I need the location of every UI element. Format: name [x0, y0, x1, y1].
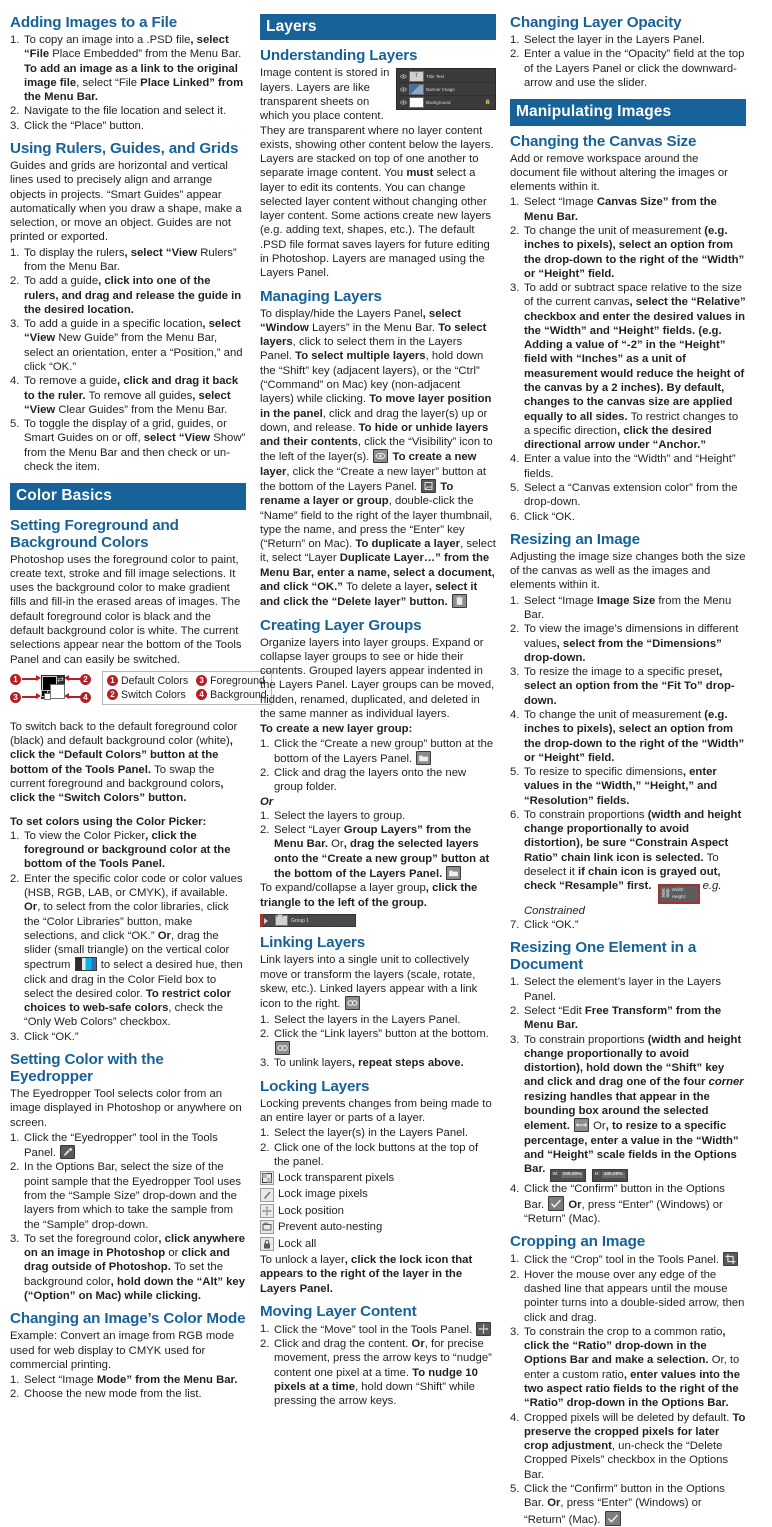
step-text: Cropped pixels will be deleted by default. To preserve the cropped pixels for later crop adjustment, un-check the “Delete Cropped Pixels” checkbox in the Options Bar.	[524, 1411, 746, 1481]
lock-option-label: Lock all	[278, 1237, 317, 1250]
groups-expand-text: To expand/collapse a layer group, click the triangle to the left of the group. Group 1	[260, 881, 496, 927]
emphasis: , enter values into the two aspect ratio fields to the right of the “Ratio” drop-down in the Options Bar.	[524, 1368, 740, 1410]
emphasis: To hide or unhide layers and their contents	[260, 421, 489, 449]
list-item: 1. Select the layers in the Layers Panel.	[260, 1013, 461, 1026]
heading-linking-layers: Linking Layers	[260, 934, 366, 952]
list-create-group-b	[260, 809, 496, 881]
emphasis: , click the “Ratio” drop-down in the Options Bar and make a selection.	[524, 1325, 726, 1367]
emphasis: , click the triangle to the left of the group.	[260, 882, 478, 909]
step-text: Select “Image Canvas Size” from the Menu Bar.	[524, 196, 717, 223]
emphasis: , hold down the “Alt” key (“Option” on Mac) while clicking.	[24, 1275, 245, 1302]
emphasis: , click the “Default Colors” button at the bottom of the Tools Panel.	[10, 735, 233, 776]
color-spectrum-slider-icon	[75, 957, 97, 971]
list-item: 7. Click “OK.”	[510, 919, 579, 932]
list-moving	[260, 1322, 496, 1409]
create-new-group-folder-icon	[446, 866, 461, 880]
list-item: 3. To constrain proportions (width and height change proportionally to avoid distortion), hold down the “Shift” key and click and drag one of the four corner resizing handles that appear in the bounding box around the selected element. Or, to resize to a specific percentage, enter a value in the “Width” and “Height” scale fields in the Options Bar. W: 100.00% H: 100.00%	[510, 1033, 746, 1182]
heading-layer-opacity: Changing Layer Opacity	[510, 14, 682, 31]
legend-number: 3	[196, 675, 207, 686]
list-item: 1. Click the “Create a new group” button at the bottom of the Layers Panel.	[260, 737, 494, 765]
step-text: Click the “Move” tool in the Tools Panel.	[274, 1324, 492, 1336]
rulers-intro: Guides and grids are horizontal and vertical lines used to precisely align and arrange objects in projects. “Smart Guides” appear automatically when you draw a shape, make a selection, or move an object. Guides are not printed or exported.	[10, 160, 242, 244]
step-text: To resize to specific dimensions, enter values in the “Width,” “Height,” and “Resolution” fields.	[524, 766, 718, 807]
step-text: To set the foreground color, click anywhere on an image in Photoshop or click and drag outside of Photoshop. To set the background color, hold down the “Alt” key (“Option” on Mac) while clicking.	[24, 1232, 246, 1302]
confirm-checkmark-icon	[548, 1196, 564, 1211]
scale-field[interactable]	[550, 1169, 587, 1182]
emphasis: (e.g. inches to pixels), select an option from the drop-down to the right of the “Width” or “Height” field.	[524, 224, 745, 280]
list-item: 3. To resize the image to a specific preset, select an option from the “Fit To” drop-down.	[510, 666, 735, 707]
legend-item	[107, 675, 188, 687]
lock-all-icon[interactable]	[260, 1237, 274, 1251]
step-text: Click “OK.	[524, 510, 575, 523]
unlock-text: To unlock a layer, click the lock icon that appears to the right of the layer in the Layers Panel.	[260, 1253, 473, 1295]
callout-1: 1	[10, 674, 21, 685]
list-item: 2. Click and drag the content. Or, for precise movement, press the arrow keys to “nudge” content one pixel at a time. To nudge 10 pixels at a time, hold down “Shift” while pressing the arrow keys.	[260, 1338, 492, 1408]
list-item: 6. To constrain proportions (width and height change proportionally to avoid distortion), be sure “Constrain Aspect Ratio” chain link icon is selected. To deselect it if chain icon is grayed out, check “Resample” first. ⛓ Width: Height: e.g. Constrained	[510, 808, 742, 917]
step-text: Select “Image Mode” from the Menu Bar.	[24, 1374, 238, 1387]
emphasis: , select “Window	[260, 307, 461, 334]
list-item: 1. Select the layer(s) in the Layers Panel.	[260, 1127, 469, 1140]
list-item: 5. Click the “Confirm” button in the Options Bar. Or, press “Enter” (Windows) or “Return” (Mac).	[510, 1482, 725, 1526]
layers-panel-row	[398, 70, 494, 83]
emphasis: To nudge 10 pixels at a time	[274, 1366, 478, 1393]
resize-handle-icon	[574, 1118, 589, 1132]
constrain-aspect-ratio-figure	[658, 884, 700, 904]
step-text: Select a “Canvas extension color” from the drop-down.	[524, 482, 738, 509]
lock-image-pixels-icon[interactable]	[260, 1188, 274, 1202]
callout-line-3	[22, 696, 37, 698]
lock-option	[260, 1170, 496, 1186]
heading-locking-layers: Locking Layers	[260, 1077, 370, 1095]
list-item: 2. To add a guide, click into one of the rulers, and drag and release the guide in the desired location.	[10, 275, 242, 316]
lock-option	[260, 1219, 496, 1235]
emphasis: Image Size	[593, 594, 656, 607]
list-item: 2. In the Options Bar, select the size of the point sample that the Eyedropper Tool uses from the “Sample Size” drop-down and the layers from which to take the sample from the “Sample” drop-down.	[10, 1161, 242, 1231]
visibility-eye-icon	[400, 86, 407, 93]
emphasis: click and drag outside of Photoshop.	[24, 1247, 230, 1274]
list-item: 2. Click one of the lock buttons at the top of the panel.	[260, 1141, 479, 1168]
list-item: 1. Click the “Eyedropper” tool in the Tools Panel.	[10, 1131, 218, 1160]
step-text: To view the image’s dimensions in different values, select from the “Dimensions” drop-down.	[524, 623, 739, 664]
step-text: To constrain proportions (width and height change proportionally to avoid distortion), hold down the “Shift” key and click and drag one of the four corner resizing handles that appear in the bounding box around the selected element. Or, to resize to a specific percentage, enter a value in the “Width” and “Height” scale fields in the Options Bar. W: 100.00% H: 100.00%	[524, 1034, 744, 1176]
list-item: 2. Select “Edit Free Transform” from the Menu Bar.	[510, 1004, 722, 1032]
list-canvas	[510, 195, 746, 523]
emphasis: Or	[568, 1198, 582, 1211]
emphasis: , click the foreground or background color at the bottom of the Tools Panel.	[24, 829, 231, 871]
groups-label: To create a new layer group:	[260, 723, 413, 736]
list-item: 4. Click the “Confirm” button in the Options Bar. Or, press “Enter” (Windows) or “Return” (Mac).	[510, 1182, 725, 1226]
heading-moving-layer-content: Moving Layer Content	[260, 1302, 417, 1320]
layer-thumbnail	[409, 84, 424, 95]
heading-canvas-size: Changing the Canvas Size	[510, 132, 697, 150]
list-item: 2. Enter the specific color code or color values (HSB, RGB, LAB, or CMYK), if available. Or, to select from the color libraries, click the “Color Libraries” button, make selections, and click “OK.” Or, drag the slider (small triangle) on the vertical color spectrum to select a desired hue, then click and drag in the Color Field box to select the desired color. To restrict color choices to web-safe colors, check the “Only Web Colors” checkbox.	[10, 872, 243, 1029]
step-text: In the Options Bar, select the size of the point sample that the Eyedropper Tool uses from the “Sample Size” drop-down and the layers from which to take the sample from the “Sample” drop-down.	[24, 1161, 242, 1231]
step-text: Select “Layer Group Layers” from the Menu Bar. Or, drag the selected layers onto the “Create a new group” button at the bottom of the Layers Panel.	[274, 824, 490, 881]
move-tool-icon	[476, 1322, 491, 1336]
step-text: Choose the new mode from the list.	[24, 1388, 202, 1401]
create-new-group-folder-icon	[416, 751, 431, 765]
emphasis: , select it and click the “Delete layer” button.	[260, 580, 478, 609]
legend-label: Background	[210, 688, 267, 701]
emphasis: , select “View	[24, 389, 231, 416]
step-text: To constrain proportions (width and height change proportionally to avoid distortion), be sure “Constrain Aspect Ratio” chain link icon is selected. To deselect it if chain icon is grayed out, check “Resample” first.	[524, 808, 742, 893]
lock-transparent-pixels-icon[interactable]	[260, 1171, 274, 1185]
list-item: 3. Click the “Place” button.	[10, 119, 144, 132]
step-text: To resize the image to a specific preset, select an option from the “Fit To” drop-down.	[524, 666, 735, 707]
layer-group-figure	[260, 914, 356, 927]
step-text: Click the “Place” button.	[24, 119, 144, 132]
step-text: To change the unit of measurement (e.g. inches to pixels), select an option from the drop-down to the right of the “Width” or “Height” field.	[524, 224, 745, 280]
emphasis: , click the “Switch Colors” button.	[10, 777, 224, 805]
legend-label: Default Colors	[121, 674, 189, 687]
groups-intro: Organize layers into layer groups. Expand or collapse layer groups to see or hide their contents. Grouped layers appear indented in the Layers Panel. Layer groups can be moved, hidden, renamed, duplicated, and deleted in the same manner as individual layers.	[260, 636, 495, 720]
step-text: To add or subtract space relative to the size of the current canvas, select the “Relative” checkbox and enter the desired values in the “Width” and “Height” fields. (e.g. Adding a value of “-2” in the “Height” field with “Inches” as a unit of measurement would reduce the height of the canvas by a 2 inches). By default, changes to the canvas size are applied equally to all sides. To restrict changes to a specific direction, click the desired directional arrow under “Anchor.”	[524, 282, 746, 452]
emphasis: To create a new layer	[260, 451, 477, 478]
emphasis: resizing handles that appear in the bounding box around the selected element.	[524, 1090, 710, 1133]
list-eyedropper	[10, 1131, 246, 1303]
legend-label: Switch Colors	[121, 688, 186, 701]
managing-layers-body: To display/hide the Layers Panel, select “Window Layers” in the Menu Bar. To select layers, click to select them in the Layers Panel. To select multiple layers, hold down the “Shift” key (adjacent layers), or the “Ctrl” (“Command” on Mac) key (non-adjacent layers) while clicking. To move layer position in the panel, click and drag the layer(s) up or down, and release. To hide or unhide layers and their contents, click the “Visibility” icon to the left of the layer(s). To create a new layer, click the “Create a new layer” button at the bottom of the Layers Panel. To rename a layer or group, double-click the “Name” field to the right of the layer thumbnail, type the name, and press the “Enter” key (“Return” on Mac). To duplicate a layer, select it, select “Layer Duplicate Layer…” from the Menu Bar, enter a name, select a document, and click “OK.” To delete a layer, select it and click the “Delete layer” button.	[260, 307, 496, 609]
list-item: 1. To view the Color Picker, click the foreground or background color at the bottom of the Tools Panel.	[10, 829, 231, 871]
list-item: 2. Click and drag the layers onto the new group folder.	[260, 767, 467, 794]
emphasis: , select an option from the “Fit To” drop-down.	[524, 666, 735, 707]
emphasis: , to resize to a specific percentage, enter a value in the “Width” and “Height” scale fields in the Options Bar. W: 100.00% H: 100.00%	[524, 1120, 739, 1175]
emphasis: To restrict color choices to web-safe colors	[24, 987, 231, 1015]
heading-creating-layer-groups: Creating Layer Groups	[260, 616, 422, 634]
list-opacity	[510, 33, 746, 90]
heading-resizing-image: Resizing an Image	[510, 530, 640, 548]
emphasis: (width and height change proportionally to avoid distortion), be sure “Constrain Aspect Ratio” chain link icon is selected.	[524, 808, 742, 864]
switch-colors-icon: ⇄	[57, 674, 64, 684]
lock-option-label: Prevent auto-nesting	[278, 1221, 383, 1234]
figure-legend	[102, 671, 272, 705]
emphasis: Duplicate Layer…” from the Menu Bar, enter a name, select a document, and click “OK.”	[260, 552, 495, 593]
emphasis: , select the “Relative” checkbox and enter the desired values in the “Width” and “Height” fields. (e.g. Adding a value of “-2” in the “Height” field with “Inches” as a unit of measurement would reduce the height of the canvas by a 2 inches). By default, changes to the canvas size are applied equally to all sides.	[524, 296, 746, 423]
delete-layer-trash-icon	[452, 594, 467, 608]
emphasis: Mode” from the Menu Bar.	[93, 1374, 238, 1387]
layer-visibility-icon	[373, 449, 388, 463]
list-item: 3. To unlink layers, repeat steps above.	[260, 1057, 464, 1070]
legend-number: 2	[107, 689, 118, 700]
heading-managing-layers: Managing Layers	[260, 287, 382, 305]
scale-field[interactable]	[592, 1169, 628, 1182]
emphasis: , click the lock icon that appears to the right of the layer in the Layers Panel.	[260, 1253, 473, 1295]
layer-name: Title Text	[426, 73, 445, 79]
step-text: To toggle the display of a grid, guides, or Smart Guides on or off, select “View Show” from the Menu Bar and then check or un-check the item.	[24, 418, 246, 473]
band-color-basics: Color Basics	[10, 483, 246, 509]
layer-thumbnail	[409, 97, 424, 108]
list-item: 2. Navigate to the file location and select it.	[10, 105, 227, 118]
resizing-intro: Adjusting the image size changes both the size of the canvas as well as the images and elements within it.	[510, 550, 746, 592]
emphasis: , select “View	[24, 318, 241, 345]
color-picker-label: To set colors using the Color Picker:	[10, 815, 207, 828]
linking-intro: Link layers into a single unit to collectively move or transform the layers (scale, rotate, skew, etc.). Linked layers appear with a link icon to the right.	[260, 954, 478, 1011]
step-text: Select “Edit Free Transform” from the Menu Bar.	[524, 1004, 722, 1032]
legend-number: 4	[196, 689, 207, 700]
step-text: To display the rulers, select “View Rulers” from the Menu Bar.	[24, 246, 237, 273]
heading-resizing-one-element: Resizing One Element in a Document	[510, 939, 697, 974]
crop-tool-icon	[723, 1252, 738, 1266]
emphasis: To rename a layer or group	[260, 481, 454, 508]
lock-option-label: Lock transparent pixels	[278, 1172, 395, 1185]
scale-field-value: 100.00%	[562, 1172, 582, 1178]
canvas-intro: Add or remove workspace around the document file without altering the images or elements within it.	[510, 152, 728, 194]
list-item: 4. Enter a value into the “Width” and “Height” fields.	[510, 453, 736, 480]
step-text: Click the “Crop” tool in the Tools Panel.	[524, 1254, 739, 1266]
confirm-checkmark-icon	[605, 1511, 621, 1526]
step-text: Enter the specific color code or color values (HSB, RGB, LAB, or CMYK), if available. Or, to select from the color libraries, click the “Color Libraries” button, make selections, and click “OK.” Or, drag the slider (small triangle) on the vertical color spectrum to select a desired hue, then click and drag in the Color Field box to select the desired color. To restrict color choices to web-safe colors, check the “Only Web Colors” checkbox.	[24, 872, 243, 1029]
layers-panel-figure	[396, 68, 496, 110]
step-text: Hover the mouse over any edge of the dashed line that appears until the mouse pointer turns into a double-sided arrow, then click and drag.	[524, 1268, 745, 1324]
list-item: 3. To constrain the crop to a common ratio, click the “Ratio” drop-down in the Options Bar and make a selection. Or, to enter a custom ratio, enter values into the two aspect ratio fields to the right of the “Ratio” drop-down in the Options Bar.	[510, 1325, 740, 1410]
step-text: Click and drag the layers onto the new group folder.	[274, 767, 467, 794]
emphasis: , select “View	[124, 246, 198, 259]
lock-options-list	[260, 1170, 496, 1252]
list-item: 6. Click “OK.	[510, 510, 575, 523]
step-text: Select the element’s layer in the Layers Panel.	[524, 976, 721, 1003]
link-layers-icon	[275, 1041, 290, 1055]
lock-option	[260, 1186, 496, 1202]
emphasis: Place Linked” from the Menu Bar.	[24, 76, 244, 104]
disclosure-triangle-icon	[264, 918, 272, 924]
step-text: Click the “Link layers” button at the bottom.	[274, 1028, 489, 1055]
callout-3: 3	[10, 692, 21, 703]
emphasis: must	[406, 167, 434, 180]
heading-cropping-image: Cropping an Image	[510, 1233, 645, 1251]
list-item: 2. Click the “Link layers” button at the bottom.	[260, 1027, 496, 1057]
list-item: 1. To copy an image into a .PSD file, select “File Place Embedded” from the Menu Bar. To add an image as a link to the original image file, select “File Place Linked” from the Menu Bar.	[10, 34, 244, 104]
emphasis: , select “File	[24, 34, 229, 61]
list-item: 1. Select “Image Mode” from the Menu Bar.	[10, 1374, 238, 1387]
step-text: Select the layer(s) in the Layers Panel.	[274, 1127, 469, 1140]
list-item: 1. Select the element’s layer in the Layers Panel.	[510, 976, 721, 1003]
emphasis: (width and height change proportionally to avoid distortion), hold down the “Shift” key and click and drag one of the four	[524, 1033, 742, 1089]
layer-name: Banner Image	[426, 86, 455, 92]
list-resizing	[510, 594, 746, 933]
list-item: 4. To change the unit of measurement (e.g. inches to pixels), select an option from the drop-down to the right of the “Width” or “Height” field.	[510, 708, 745, 764]
step-text: Select “Image Image Size from the Menu Bar.	[524, 594, 732, 621]
emphasis: , click the desired directional arrow under “Anchor.”	[524, 424, 712, 452]
callout-2: 2	[80, 674, 91, 685]
step-text: Enter a value in the “Opacity” field at the top of the Layers Panel or click the downward-arrow and use the slider.	[524, 48, 745, 89]
list-item: 1. Select “Image Canvas Size” from the Menu Bar.	[510, 196, 717, 223]
emphasis: To select multiple layers	[295, 350, 426, 363]
legend-item	[196, 689, 267, 701]
list-item: 4. Cropped pixels will be deleted by default. To preserve the cropped pixels for later crop adjustment, un-check the “Delete Cropped Pixels” checkbox in the Options Bar.	[510, 1411, 746, 1481]
list-item: 2. Hover the mouse over any edge of the dashed line that appears until the mouse pointer turns into a double-sided arrow, then click and drag.	[510, 1268, 745, 1324]
list-item: 3. To add a guide in a specific location, select “View New Guide” from the Menu Bar, select an orientation, enter a “Position,” and click “OK.”	[10, 318, 243, 373]
emphasis: , click into one of the rulers, and drag and release the guide in the desired location.	[24, 275, 242, 316]
emphasis: (e.g. inches to pixels), select an option from the drop-down to the right of the “Width” or “Height” field.	[524, 708, 745, 764]
layers-panel-row	[398, 83, 494, 96]
list-item: 2. To view the image’s dimensions in different values, select from the “Dimensions” drop-down.	[510, 623, 739, 664]
lock-option-label: Lock image pixels	[278, 1188, 368, 1201]
list-create-group-a	[260, 737, 496, 795]
step-text: To view the Color Picker, click the foreground or background color at the bottom of the Tools Panel.	[24, 829, 231, 871]
step-text: Navigate to the file location and select it.	[24, 105, 227, 118]
scale-field-value: 100.00%	[603, 1172, 623, 1178]
emphasis: , click anywhere on an image in Photoshop	[24, 1232, 246, 1260]
eyedropper-intro: The Eyedropper Tool selects color from an image displayed in Photoshop or anywhere on screen.	[10, 1088, 242, 1129]
column-middle	[260, 14, 496, 1409]
list-item: 1. Click the “Crop” tool in the Tools Panel.	[510, 1252, 746, 1267]
color-basics-intro: Photoshop uses the foreground color to paint, create text, stroke and fill image selections. It uses the background color to make gradient fills and fill-in the erased areas of images. The default foreground color is black and the default background color is white. The current selections appear near the bottom of the Tools Panel and can easily be switched.	[10, 553, 242, 666]
lock-option-label: Lock position	[278, 1204, 344, 1217]
step-text: To add a guide, click into one of the rulers, and drag and release the guide in the desired location.	[24, 275, 242, 316]
tools-panel-color-swatch-diagram	[10, 671, 96, 715]
heading-setting-fg-bg-colors: Setting Foreground and Background Colors	[10, 516, 179, 551]
step-text: Click the “Confirm” button in the Options Bar. Or, press “Enter” (Windows) or “Return” (Mac).	[524, 1182, 725, 1226]
list-color-mode	[10, 1373, 246, 1402]
emphasis: , repeat steps above.	[351, 1057, 464, 1070]
prevent-auto-nesting-icon[interactable]	[260, 1220, 274, 1234]
list-color-picker	[10, 829, 246, 1044]
width-label: Width:	[671, 887, 685, 893]
figure-caption: e.g. Constrained	[524, 880, 722, 917]
step-text: To remove a guide, click and drag it back to the ruler. To remove all guides, select “View Clear Guides” from the Menu Bar.	[24, 375, 239, 416]
step-text: Select the layers to group.	[274, 809, 406, 822]
step-text: To copy an image into a .PSD file, select “File Place Embedded” from the Menu Bar. To add an image as a link to the original image file, select “File Place Linked” from the Menu Bar.	[24, 34, 244, 104]
list-linking	[260, 1013, 496, 1071]
list-item: 5. Select a “Canvas extension color” from the drop-down.	[510, 482, 738, 509]
callout-line-4	[68, 696, 81, 698]
list-item: 1. Click the “Move” tool in the Tools Panel.	[260, 1322, 496, 1337]
list-item: 1. Select the layers to group.	[260, 809, 406, 822]
scale-field-label: W:	[552, 1172, 559, 1178]
visibility-eye-icon	[400, 73, 407, 80]
emphasis: if chain icon is grayed out, check “Resample” first.	[524, 866, 721, 893]
emphasis: Or	[24, 901, 38, 914]
list-item: 3. Click “OK.”	[10, 1030, 79, 1043]
list-item: 2. Enter a value in the “Opacity” field at the top of the Layers Panel or click the downward-arrow and use the slider.	[510, 48, 745, 89]
eyedropper-tool-icon	[60, 1145, 75, 1159]
list-item: 1. Select “Image Image Size from the Menu Bar.	[510, 594, 732, 621]
step-text: Click the “Eyedropper” tool in the Tools Panel.	[24, 1131, 218, 1160]
link-layers-icon	[345, 996, 360, 1010]
list-item: 5. To toggle the display of a grid, guides, or Smart Guides on or off, select “View Show” from the Menu Bar and then check or un-check the item.	[10, 418, 246, 473]
heading-adding-images: Adding Images to a File	[10, 14, 178, 31]
heading-rulers-guides-grids: Using Rulers, Guides, and Grids	[10, 139, 239, 157]
list-item: 2. Select “Layer Group Layers” from the Menu Bar. Or, drag the selected layers onto the “Create a new group” button at the bottom of the Layers Panel.	[260, 824, 490, 881]
list-locking	[260, 1126, 496, 1169]
legend-label: Foreground	[210, 674, 265, 687]
emphasis: , drag the selected layers onto the “Create a new group” button at the bottom of the Layers Panel.	[274, 838, 490, 881]
list-item: 1. To display the rulers, select “View Rulers” from the Menu Bar.	[10, 246, 237, 273]
list-resizing-one	[510, 975, 746, 1226]
step-text: To add a guide in a specific location, select “View New Guide” from the Menu Bar, select an orientation, enter a “Position,” and click “OK.”	[24, 318, 243, 373]
background-color-swatch	[50, 684, 65, 699]
step-text: To constrain the crop to a common ratio, click the “Ratio” drop-down in the Options Bar and make a selection. Or, to enter a custom ratio, enter values into the two aspect ratio fields to the right of the “Ratio” drop-down in the Options Bar.	[524, 1325, 740, 1410]
step-text: Select the layer in the Layers Panel.	[524, 34, 705, 47]
emphasis: To preserve the cropped pixels for later crop adjustment	[524, 1411, 746, 1453]
list-item: 5. To resize to specific dimensions, enter values in the “Width,” “Height,” and “Resolution” fields.	[510, 766, 718, 807]
emphasis: , click and drag it back to the ruler.	[24, 375, 239, 402]
list-item: 4. To remove a guide, click and drag it back to the ruler. To remove all guides, select “View Clear Guides” from the Menu Bar.	[10, 375, 239, 416]
scale-field-label: H:	[594, 1172, 600, 1178]
foreground-background-figure	[10, 671, 267, 715]
groups-or: Or	[260, 795, 274, 808]
step-text: Click the “Confirm” button in the Options Bar. Or, press “Enter” (Windows) or “Return” (Mac).	[524, 1482, 725, 1526]
legend-number: 1	[107, 675, 118, 686]
locking-intro: Locking prevents changes from being made to an entire layer or parts of a layer.	[260, 1097, 492, 1124]
emphasis: To move layer position in the panel	[260, 393, 492, 420]
step-text: Click the “Create a new group” button at the bottom of the Layers Panel.	[274, 737, 494, 765]
layer-thumbnail: T	[409, 71, 424, 82]
legend-item	[107, 689, 188, 701]
list-item: 3. To add or subtract space relative to the size of the current canvas, select the “Relative” checkbox and enter the desired values in the “Width” and “Height” fields. (e.g. Adding a value of “-2” in the “Height” field with “Inches” as a unit of measurement would reduce the height of the canvas by a 2 inches). By default, changes to the canvas size are applied equally to all sides. To restrict changes to a specific direction, click the desired directional arrow under “Anchor.”	[510, 282, 746, 452]
emphasis: To add an image as a link to the original image file	[24, 62, 238, 89]
folder-icon	[275, 915, 288, 926]
step-text: Select the layers in the Layers Panel.	[274, 1013, 461, 1026]
emphasis: , enter values in the “Width,” “Height,” and “Resolution” fields.	[524, 766, 718, 807]
list-rulers	[10, 246, 246, 475]
band-layers: Layers	[260, 14, 496, 40]
band-manipulating-images: Manipulating Images	[510, 99, 746, 125]
emphasis: select “View	[140, 432, 211, 445]
callout-line-1	[22, 678, 37, 680]
switch-default-colors-text: To switch back to the default foreground color (black) and default background color (white), click the “Default Colors” button at the bottom of the Tools Panel. To swap the current foreground and background colors, click the “Switch Colors” button.	[10, 720, 238, 805]
emphasis: Free Transform” from the Menu Bar.	[524, 1004, 722, 1032]
heading-color-mode: Changing an Image’s Color Mode	[10, 1310, 246, 1328]
emphasis: Or	[157, 929, 171, 942]
list-item: 3. To set the foreground color, click anywhere on an image in Photoshop or click and drag outside of Photoshop. To set the background color, hold down the “Alt” key (“Option” on Mac) while clicking.	[10, 1232, 246, 1302]
height-label: Height:	[671, 893, 687, 899]
heading-eyedropper: Setting Color with the Eyedropper	[10, 1051, 164, 1086]
color-swatch-widget	[41, 675, 65, 699]
step-text: To change the unit of measurement (e.g. inches to pixels), select an option from the drop-down to the right of the “Width” or “Height” field.	[524, 708, 745, 764]
chain-link-icon: ⛓	[659, 888, 672, 899]
emphasis: Canvas Size” from the Menu Bar.	[524, 196, 717, 223]
emphasis: To duplicate a layer	[355, 538, 461, 551]
callout-4: 4	[80, 692, 91, 703]
color-mode-intro: Example: Convert an image from RGB mode used for web display to CMYK used for commercial printing.	[10, 1330, 235, 1371]
list-item: 1. Select the layer in the Layers Panel.	[510, 34, 705, 47]
step-text: Click “OK.”	[24, 1030, 79, 1043]
emphasis: Or	[411, 1338, 425, 1351]
callout-line-2	[68, 678, 81, 680]
layer-name: Background	[426, 99, 451, 105]
column-right	[510, 14, 746, 1527]
emphasis: , select from the “Dimensions” drop-down.	[524, 637, 722, 664]
visibility-eye-icon	[400, 99, 407, 106]
step-text: Enter a value into the “Width” and “Height” fields.	[524, 453, 736, 480]
emphasis: To select layers	[260, 321, 487, 349]
heading-understanding-layers: Understanding Layers	[260, 47, 418, 65]
step-text: Click and drag the content. Or, for precise movement, press the arrow keys to “nudge” content one pixel at a time. To nudge 10 pixels at a time, hold down “Shift” while pressing the arrow keys.	[274, 1338, 492, 1408]
lock-option	[260, 1236, 496, 1252]
group-name: Group 1	[291, 917, 310, 924]
list-item: 2. To change the unit of measurement (e.g. inches to pixels), select an option from the drop-down to the right of the “Width” or “Height” field.	[510, 224, 745, 280]
create-new-layer-icon	[421, 479, 436, 493]
lock-position-icon[interactable]	[260, 1204, 274, 1218]
default-colors-icon	[41, 690, 49, 698]
list-item: 2. Choose the new mode from the list.	[10, 1388, 202, 1401]
column-left	[10, 14, 267, 1402]
step-text: To unlink layers, repeat steps above.	[274, 1057, 464, 1070]
list-cropping	[510, 1252, 746, 1526]
layers-panel-row	[398, 96, 494, 108]
legend-item	[196, 675, 267, 687]
lock-icon: 🔒	[484, 99, 491, 106]
step-text: Click “OK.”	[524, 919, 579, 932]
step-text: Click one of the lock buttons at the top of the panel.	[274, 1141, 479, 1168]
list-adding-images	[10, 33, 246, 133]
emphasis: Or	[547, 1497, 561, 1510]
lock-option	[260, 1203, 496, 1219]
understanding-layers-body: Image content is stored in layers. Layers are like transparent sheets on which you place content. They are transparent where no layer content exists, showing other content below the layers. Layers are stacked on top of one another to separate image content. You must select a layer to edit its contents. You can change selected layer content without changing other layer content. Some actions create new layers (e.g. adding text, shapes, etc.). The default .PSD file format saves layers for future editing in Photoshop. Layers are managed using the Layers Panel.	[260, 67, 494, 280]
emphasis: Group Layers” from the Menu Bar.	[274, 824, 472, 851]
